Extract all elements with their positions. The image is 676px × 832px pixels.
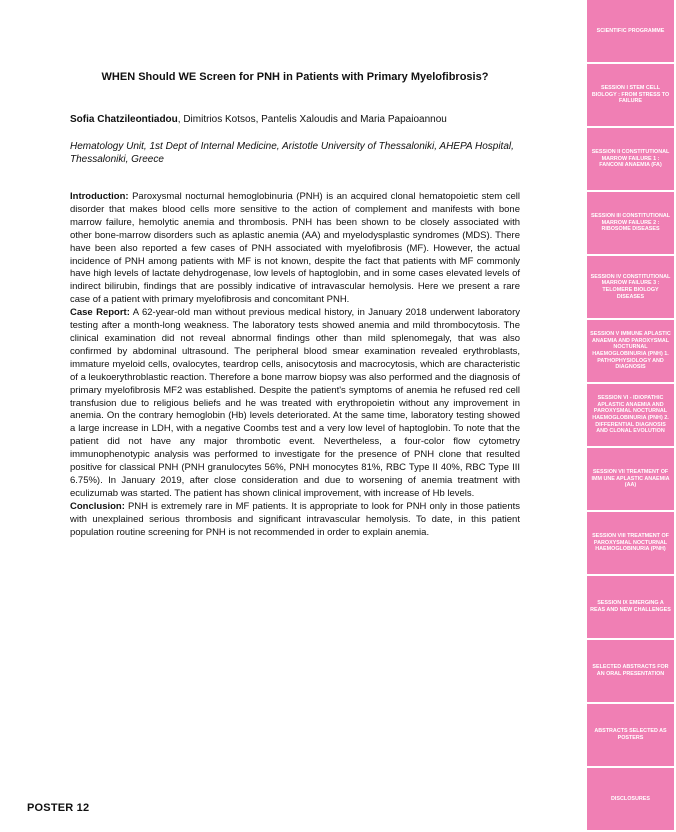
conclusion-label: Conclusion: [70,500,125,512]
introduction-paragraph [70,191,520,307]
sidebar-item-session-6[interactable]: SESSION VI - IDIOPATHIC APLASTIC ANAEMIA AND PAROXYSMAL NOCTURNAL HAEMOGLOBINURIA (PNH) 2. DIFFERENTIAL DIAGNOSIS AND CLONAL EVOLUTION [587,384,674,446]
case-report-text: A 62-year-old man without previous medical history, in January 2018 underwent laboratory testing after a month-long weakness. The laboratory tests showed anemia and mild thrombocytosis. The clinical examination did not reveal abnormal findings other than mild splenomegaly, that was also confirmed by abdominal ultrasound. The peripheral blood smear examination revealed erythroblasts, immature myeloid cells, ovalocytes, teardrop cells, anisocytosis and macrocytosis, which are characteristic of a leukoerythroblastic reaction. Therefore a bone marrow biopsy was also performed and the diagnosis of primary myelofibrosis MF2 was established. Despite the patient's symptoms of anemia he refused red cell transfusion due to religious beliefs and he was treated with erythropoietin without any improvement in anemia. On the contrary hemoglobin (Hb) levels deteriorated. At the same time, laboratory testing showed a large increase in LDH, with a negative Coombs test and a very low level of haptoglobin. To note that the patient did not have any major thrombotic event. Nevertheless, a four-color flow cytometry immunophenotypic analysis was performed to investigate for the presence of PNH clone that resulted positive for classical PNH (PNH granulocytes 56%, PNH monocytes 81%, RBC Type II 40%, RBC Type III 6.75%). In January 2019, after close consideration and due to worsening of anemia treatment with eculizumab was started. The patient has shown clinical improvement, with increase of Hb levels. [70,307,521,499]
co-authors: , Dimitrios Kotsos, Pantelis Xaloudis and Maria Papaioannou [177,114,447,125]
sidebar-item-session-4[interactable]: SESSION IV CONSTITUTIONAL MARROW FAILURE 3 : TELOMERE BIOLOGY DISEASES [587,256,674,318]
abstract-body [70,191,520,539]
programme-sidebar [587,0,674,832]
sidebar-item-session-8[interactable]: SESSION VIII TREATMENT OF PAROXYSMAL NOCTURNAL HAEMOGLOBINURIA (PNH) [587,512,674,574]
conclusion-paragraph [70,501,520,540]
sidebar-item-session-2[interactable]: SESSION II CONSTITUTIONAL MARROW FAILURE 1 : FANCONI ANAEMIA (FA) [587,128,674,190]
case-report-label: Case Report: [70,307,130,319]
sidebar-item-session-7[interactable]: SESSION VII TREATMENT OF IMM UNE APLASTIC ANAEMIA (AA) [587,448,674,510]
abstract-title: WHEN Should WE Screen for PNH in Patients with Primary Myelofibrosis? [101,71,489,83]
sidebar-item-session-1[interactable]: SESSION I STEM CELL BIOLOGY : FROM STRESS TO FAILURE [587,64,674,126]
sidebar-item-poster-abstracts[interactable]: ABSTRACTS SELECTED AS POSTERS [587,704,674,766]
introduction-text: Paroxysmal nocturnal hemoglobinuria (PNH) is an acquired clonal hematopoietic stem cell disorder that makes blood cells more sensitive to the action of complement and manifests with bone marrow failure, hemolytic anemia and thrombosis. PNH has been shown to be closely associated with other bone-marrow disorders such as aplastic anemia (AA) and myelodysplastic syndromes (MDS). There have been also reported a few cases of PNH associated with myelofibrosis (MF). However, the actual incidence of PNH among patients with MF is not known, despite the fact that patients with MF commonly have high levels of lactate dehydrogenase, low levels of haptoglobin, and in some cases elevated levels of indirect bilirubin, findings that are possibly indicative of intravascular hemolysis. Here we present a rare case of a patient with primary myelofibrosis and concomitant PNH. [70,191,520,306]
sidebar-item-session-9[interactable]: SESSION IX EMERGING A REAS AND NEW CHALLENGES [587,576,674,638]
sidebar-item-disclosures[interactable]: DISCLOSURES [587,768,674,830]
conclusion-text: PNH is extremely rare in MF patients. It is appropriate to look for PNH only in those patients with unexplained serious thrombosis and significant intravascular hemolysis. To date, in this patient population routine screening for PNH is not recommended in order to explain anemia. [70,500,520,538]
poster-number: POSTER 12 [27,802,90,814]
sidebar-item-session-5[interactable]: SESSION V IMMUNE APLASTIC ANAEMIA AND PAROXYSMAL NOCTURNAL HAEMOGLOBINURIA (PNH) 1. PATHOPHYSIOLOGY AND DIAGNOSIS [587,320,674,382]
affiliation: Hematology Unit, 1st Dept of Internal Medicine, Aristotle University of Thessaloniki, AHEPA Hospital, Thessaloniki, Greece [70,141,514,165]
sidebar-item-oral-abstracts[interactable]: SELECTED ABSTRACTS FOR AN ORAL PRESENTATION [587,640,674,702]
sidebar-item-session-3[interactable]: SESSION III CONSTITUTIONAL MARROW FAILURE 2 : RIBOSOME DISEASES [587,192,674,254]
introduction-label: Introduction: [70,191,129,202]
case-report-paragraph [70,307,520,501]
author-list [70,113,447,126]
sidebar-item-scientific-programme[interactable]: SCIENTIFIC PROGRAMME [587,0,674,62]
lead-author: Sofia Chatzileontiadou [70,114,178,125]
